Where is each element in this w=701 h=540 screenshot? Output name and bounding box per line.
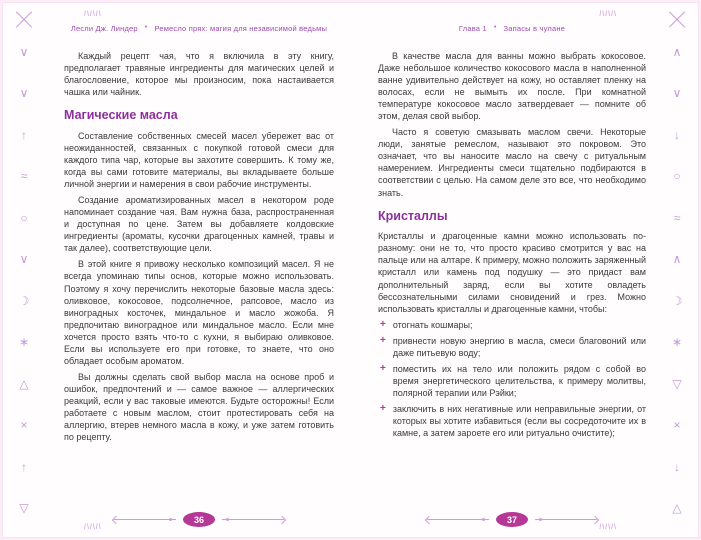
chevron-up-icon: ∧ (672, 45, 682, 59)
zigzag-ornament: /\/\/\ (84, 11, 102, 18)
arrow-line-ornament (222, 519, 284, 520)
chevron-down-icon: ∨ (672, 86, 682, 101)
list-item (380, 319, 646, 331)
wave-icon: ≈ (673, 210, 681, 225)
zigzag-ornament: /\/\/\ (84, 524, 102, 531)
list-item (380, 335, 646, 359)
paragraph: Кристаллы и драгоценные камни можно использовать по-разному: они не то, что просто красиво смотрится у вас на пальце или на алтаре. К примеру, можно положить заряженный кристалл или камень под подушку — это придаст вам дополнительный заряд, если вы хотите овладеть бессознательными силами сновидений и грез. Можно использовать кристаллы и драгоценные камни, чтобы: (378, 231, 646, 314)
paragraph: В этой книге я привожу несколько композиций масел. Я не всегда упоминаю типы основ, которые можно использовать. Поэтому я хочу перечислить некоторые базовые масла здесь: оливковое, кокосовое, подсолнечное, рапсовое, масло из виноградных косточек, миндальное и масло жожоба. Я предпочитаю виноградное или миндальное масло. Если мне хочется просто взять что-то с кухни, я выбираю оливковое. Если вы используете его при готовке, то знаете, что оно обладает особым ароматом. (64, 259, 334, 366)
list-item-text: заключить в них негативные или неправильные энергии, от которых вы хотите избавиться (если вы сосредоточите их в камне, а затем зароете его или ритуально очистите); (392, 403, 646, 439)
star-icon: ∗ (671, 335, 683, 350)
triangle-down-icon: ▽ (19, 500, 29, 515)
chevron-down-icon: ∨ (19, 252, 29, 267)
page-number-badge: 37 (496, 512, 528, 527)
list-item (380, 403, 646, 439)
arrow-down-icon: ↓ (674, 459, 680, 474)
chevron-up-icon: ∧ (672, 252, 682, 267)
arrow-up-icon: ↑ (21, 459, 27, 474)
right-page-content (378, 50, 646, 439)
wave-icon: ≈ (20, 169, 28, 184)
crossed-arrows-icon (13, 8, 35, 30)
chevron-down-icon: ∨ (19, 45, 29, 59)
list-item-text: привнести новую энергию в масла, смеси благовоний или даже питьевую воду; (392, 335, 646, 358)
arrow-line-ornament (535, 519, 597, 520)
triangle-up-icon: △ (672, 500, 682, 515)
header-chapter-title: Запасы в чулане (503, 24, 566, 33)
right-margin-ornaments (660, 46, 694, 514)
paragraph: Создание ароматизированных масел в некотором роде напоминает создание чая. Вам нужна база, распространенная и доступная по цене. Затем вы добавляете колдовские ингредиенты (ароматы, кусочки драгоценных камней, травы и так далее), соответствующие цели. (64, 195, 334, 254)
header-book-title: Ремесло прях: магия для независимой ведьмы (154, 24, 328, 33)
paragraph: Вы должны сделать свой выбор масла на основе проб и ошибок, предпочтений и — самое важное — аллергических реакций, если у вас таковые имеются. Будьте осторожны! Если работаете с новым маслом, стоит протестировать себя на аллергию, втерев немного масла в кожу, и уже затем готовить по рецепту. (64, 371, 334, 443)
page-number-row (378, 512, 646, 527)
zigzag-ornament: /\/\/\ (599, 524, 617, 531)
plus-bullet-icon: + (380, 362, 386, 374)
paragraph: Каждый рецепт чая, что я включила в эту книгу, предполагает травяные ингредиенты для магических целей и благословение, которое мы произносим, пока настаивается чашка или чайник. (64, 51, 334, 98)
triangle-up-icon: △ (19, 376, 29, 391)
running-header-right (378, 24, 646, 33)
header-separator: • (493, 24, 497, 31)
chevron-down-icon: ∨ (19, 86, 29, 101)
crossed-arrows-icon (666, 8, 688, 30)
cross-icon: × (20, 418, 28, 433)
paragraph: В качестве масла для ванны можно выбрать кокосовое. Даже небольшое количество кокосового масла в наполненной ванне удивительно действует на кожу, но оставляет пленку на волосах, если не вымыть их после. При комнатной температуре кокосовое масло затвердевает — помните об этом, делая свой выбор. (378, 51, 646, 122)
header-chapter: Глава 1 (458, 24, 487, 33)
header-separator: • (144, 24, 148, 31)
left-margin-ornaments (7, 46, 41, 514)
paragraph: Составление собственных смесей масел убережет вас от неожиданностей, связанных с покупкой готовой смеси для каждого типа чар, которые вы захотите совершить. К тому же, когда вы сами готовите материалы, вы вкладываете больше личной энергии и намерения в свои рабочие инструменты. (64, 130, 334, 190)
header-author: Лесли Дж. Линдер (70, 24, 138, 33)
arrow-line-ornament (427, 519, 489, 520)
list-item-text: отогнать кошмары; (392, 319, 473, 330)
section-heading-oils: Магические масла (64, 108, 178, 123)
running-header-left (64, 24, 334, 33)
plus-bullet-icon: + (380, 318, 386, 330)
star-icon: ∗ (18, 335, 30, 350)
triangle-down-icon: ▽ (672, 376, 682, 391)
cross-icon: × (673, 418, 681, 433)
page-number-row (64, 512, 334, 527)
list-item (380, 363, 646, 399)
circle-icon: ○ (673, 169, 681, 184)
moon-icon: ☽ (18, 293, 30, 308)
left-page-content (64, 50, 334, 443)
section-heading-crystals: Кристаллы (378, 208, 448, 223)
circle-icon: ○ (20, 210, 28, 225)
arrow-down-icon: ↓ (674, 127, 680, 142)
paragraph: Часто я советую смазывать маслом свечи. Некоторые люди, занятые ремеслом, называют это покровом. Это означает, что вы наносите масло на свечу с ритуальным намерением. Ингредиенты смеси тщательно подбираются в соответствии с целью. На самом деле это все, что необходимо знать. (378, 127, 646, 198)
left-page (64, 0, 334, 540)
moon-icon: ☽ (671, 293, 683, 308)
right-page (378, 0, 646, 540)
page-number-badge: 36 (183, 512, 215, 527)
arrow-line-ornament (114, 519, 176, 520)
plus-bullet-icon: + (380, 402, 386, 414)
arrow-up-icon: ↑ (21, 127, 27, 142)
list-item-text: поместить их на тело или положить рядом с собой во время энергетического целительства, к примеру молитвы, полярной терапии или Рэйки; (392, 363, 646, 398)
zigzag-ornament: /\/\/\ (599, 11, 617, 18)
plus-bullet-icon: + (380, 334, 386, 346)
